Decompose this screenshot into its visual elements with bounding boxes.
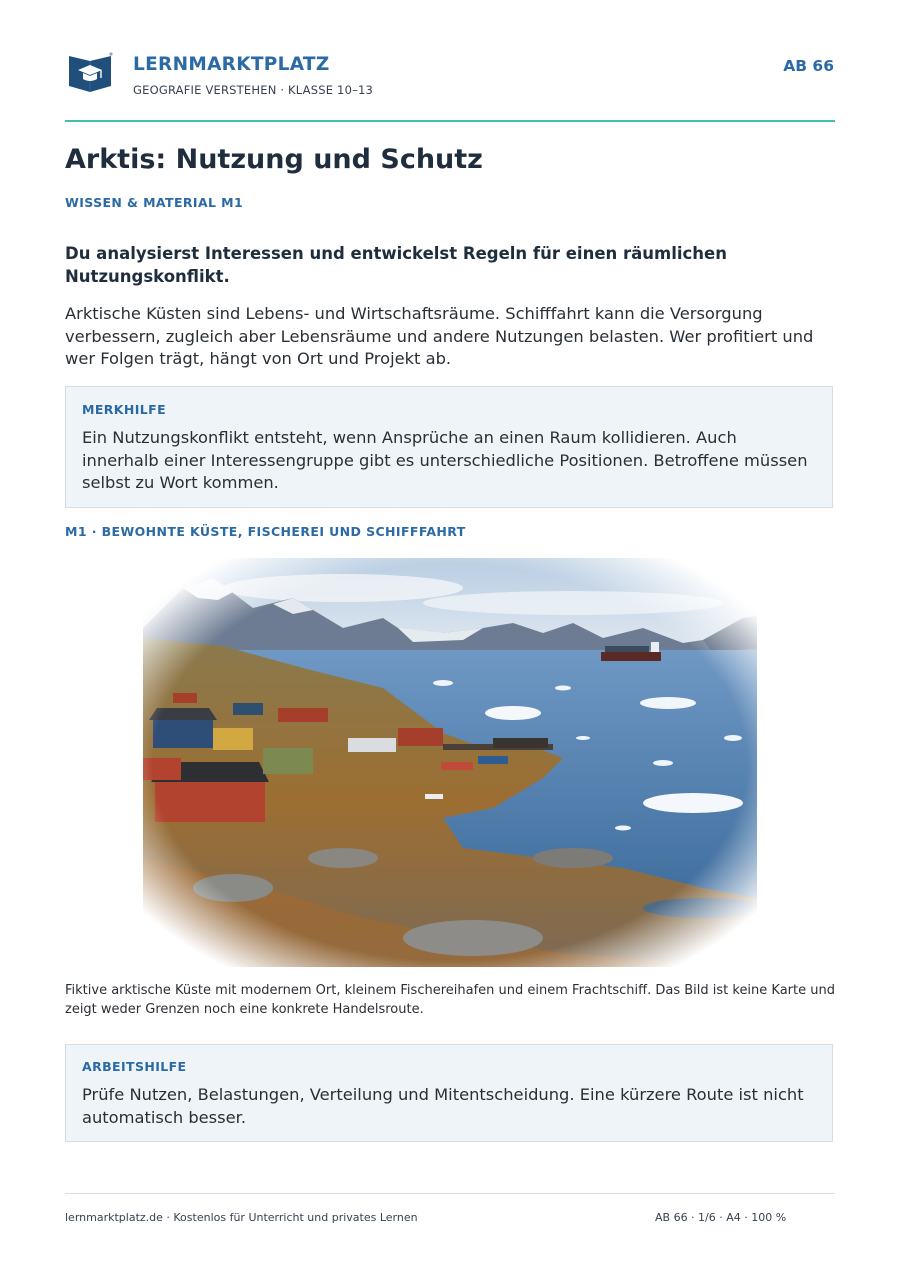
page-title: Arktis: Nutzung und Schutz [65,144,483,175]
lead-text: Du analysierst Interessen und entwickelst Regeln für einen räumlichen Nutzungskonflikt. [65,244,727,286]
material-label: M1 · BEWOHNTE KÜSTE, FISCHEREI UND SCHIFFFAHRT [65,524,466,539]
graduation-cap-book-icon [67,50,113,94]
merkhilfe-text: Ein Nutzungskonflikt entsteht, wenn Ansprüche an einen Raum kollidieren. Auch innerhalb einer Interessengruppe gibt es unterschiedliche Positionen. Betroffene müssen selbst zu Wort kommen. [82,428,808,492]
arbeitshilfe-label: ARBEITSHILFE [82,1059,187,1074]
arbeitshilfe-text: Prüfe Nutzen, Belastungen, Verteilung und Mitentscheidung. Eine kürzere Route ist nicht automatisch besser. [82,1085,804,1127]
footer-divider [65,1193,835,1194]
merkhilfe-label: MERKHILFE [82,402,167,417]
brand-subtitle: GEOGRAFIE VERSTEHEN · KLASSE 10–13 [133,83,374,97]
footer-source: lernmarktplatz.de · Kostenlos für Unterricht und privates Lernen [65,1211,418,1224]
arctic-coast-photo [143,558,757,967]
arbeitshilfe-box [65,1044,833,1142]
intro-paragraph: Arktische Küsten sind Lebens- und Wirtschaftsräume. Schifffahrt kann die Versorgung verbessern, zugleich aber Lebensräume und andere Nutzungen belasten. Wer profitiert und wer Folgen trägt, hängt von Ort und Projekt ab. [65,304,814,368]
brand-name: LERNMARKTPLATZ [133,54,330,75]
sheet-number: AB 66 [783,57,834,75]
footer-page-info: AB 66 · 1/6 · A4 · 100 % [655,1211,787,1224]
image-caption: Fiktive arktische Küste mit modernem Ort, kleinem Fischereihafen und einem Frachtschiff. Das Bild ist keine Karte und zeigt weder Grenzen noch eine konkrete Handelsroute. [65,983,835,1017]
header-divider [65,120,835,122]
section-label: WISSEN & MATERIAL M1 [65,195,244,210]
merkhilfe-box [65,386,833,508]
